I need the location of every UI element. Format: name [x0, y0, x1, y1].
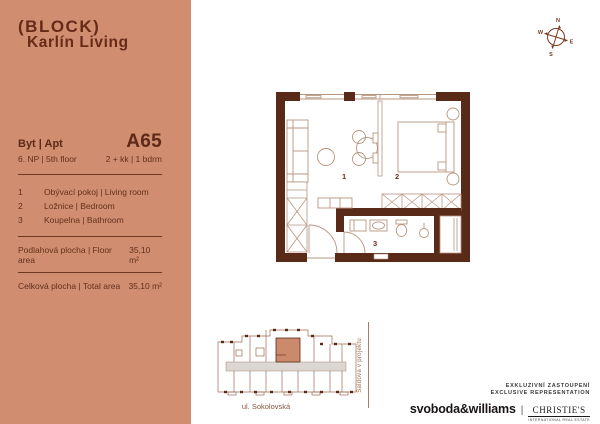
bathroom-door	[344, 232, 365, 253]
logo-line-block: (BLOCK)	[18, 17, 101, 36]
room-number: 3	[18, 215, 23, 225]
street-label-side: Šaldova v projektu	[356, 337, 363, 393]
svoboda-williams-logo: svoboda&williams	[409, 402, 516, 416]
room-label-1: 1	[342, 172, 347, 181]
divider	[18, 272, 162, 273]
room-list-item	[18, 215, 162, 225]
street-boundary-line	[368, 322, 369, 408]
site-plan-corridor	[226, 362, 346, 371]
room-label-3: 3	[373, 239, 378, 248]
christies-logo	[528, 405, 590, 422]
compass-icon	[533, 13, 579, 66]
room-number: 1	[18, 187, 23, 197]
floor-area-value: 35,10 m²	[129, 245, 151, 265]
disposition-label: 2 + kk | 1 bdrm	[105, 154, 162, 164]
floor-area-row	[18, 245, 162, 265]
floor-area-label: Podlahová plocha | Floor area	[18, 245, 112, 265]
logo-line-karlin-living: Karlín Living	[27, 34, 129, 51]
logo-separator: |	[520, 405, 524, 416]
block-karlin-living-logo	[18, 18, 129, 51]
room-list-item	[18, 201, 162, 211]
room-name: Ložnice | Bedroom	[44, 201, 115, 211]
apartment-title-row	[18, 133, 162, 150]
room-list-item	[18, 187, 162, 197]
divider	[18, 236, 162, 237]
total-area-label: Celková plocha | Total area	[18, 281, 121, 291]
apartment-info	[18, 133, 162, 291]
representation-footer	[410, 383, 590, 422]
compass-w: W	[537, 30, 544, 36]
brand-logos	[410, 402, 590, 422]
apartment-floor-plan	[274, 86, 472, 275]
compass-s: S	[549, 52, 553, 58]
room-number: 2	[18, 201, 23, 211]
room-list	[18, 187, 162, 225]
entrance-door	[307, 225, 337, 258]
christies-subline: INTERNATIONAL REAL ESTATE	[528, 418, 590, 422]
apartment-code: A65	[126, 131, 162, 152]
floor-label: 6. NP | 5th floor	[18, 154, 77, 164]
total-area-row	[18, 281, 162, 291]
compass-n: N	[556, 18, 560, 24]
bedroom-wardrobe	[382, 194, 461, 210]
rep-line-cz: EXKLUZIVNÍ ZASTOUPENÍ	[505, 383, 590, 389]
divider	[18, 174, 162, 175]
partition-wall	[378, 101, 382, 176]
hall-closet	[287, 182, 307, 252]
bedroom-furniture	[398, 108, 459, 185]
room-label-2: 2	[395, 172, 400, 181]
highlighted-unit	[276, 338, 300, 362]
building-site-plan	[212, 322, 362, 411]
info-panel	[0, 0, 191, 424]
room-name: Obývací pokoj | Living room	[44, 187, 149, 197]
compass-e: E	[569, 39, 574, 46]
apartment-subtitle-row	[18, 154, 162, 164]
total-area-value: 35,10 m²	[128, 281, 162, 291]
christies-wordmark: CHRISTIE'S	[528, 405, 590, 417]
rep-line-en: EXCLUSIVE REPRESENTATION	[490, 390, 590, 396]
apartment-label: Byt | Apt	[18, 138, 63, 150]
room-name: Koupelna | Bathroom	[44, 215, 124, 225]
shaft-niche	[440, 216, 461, 253]
window-lines	[300, 95, 436, 100]
street-label-sokolovska: ul. Sokolovská	[241, 402, 291, 411]
